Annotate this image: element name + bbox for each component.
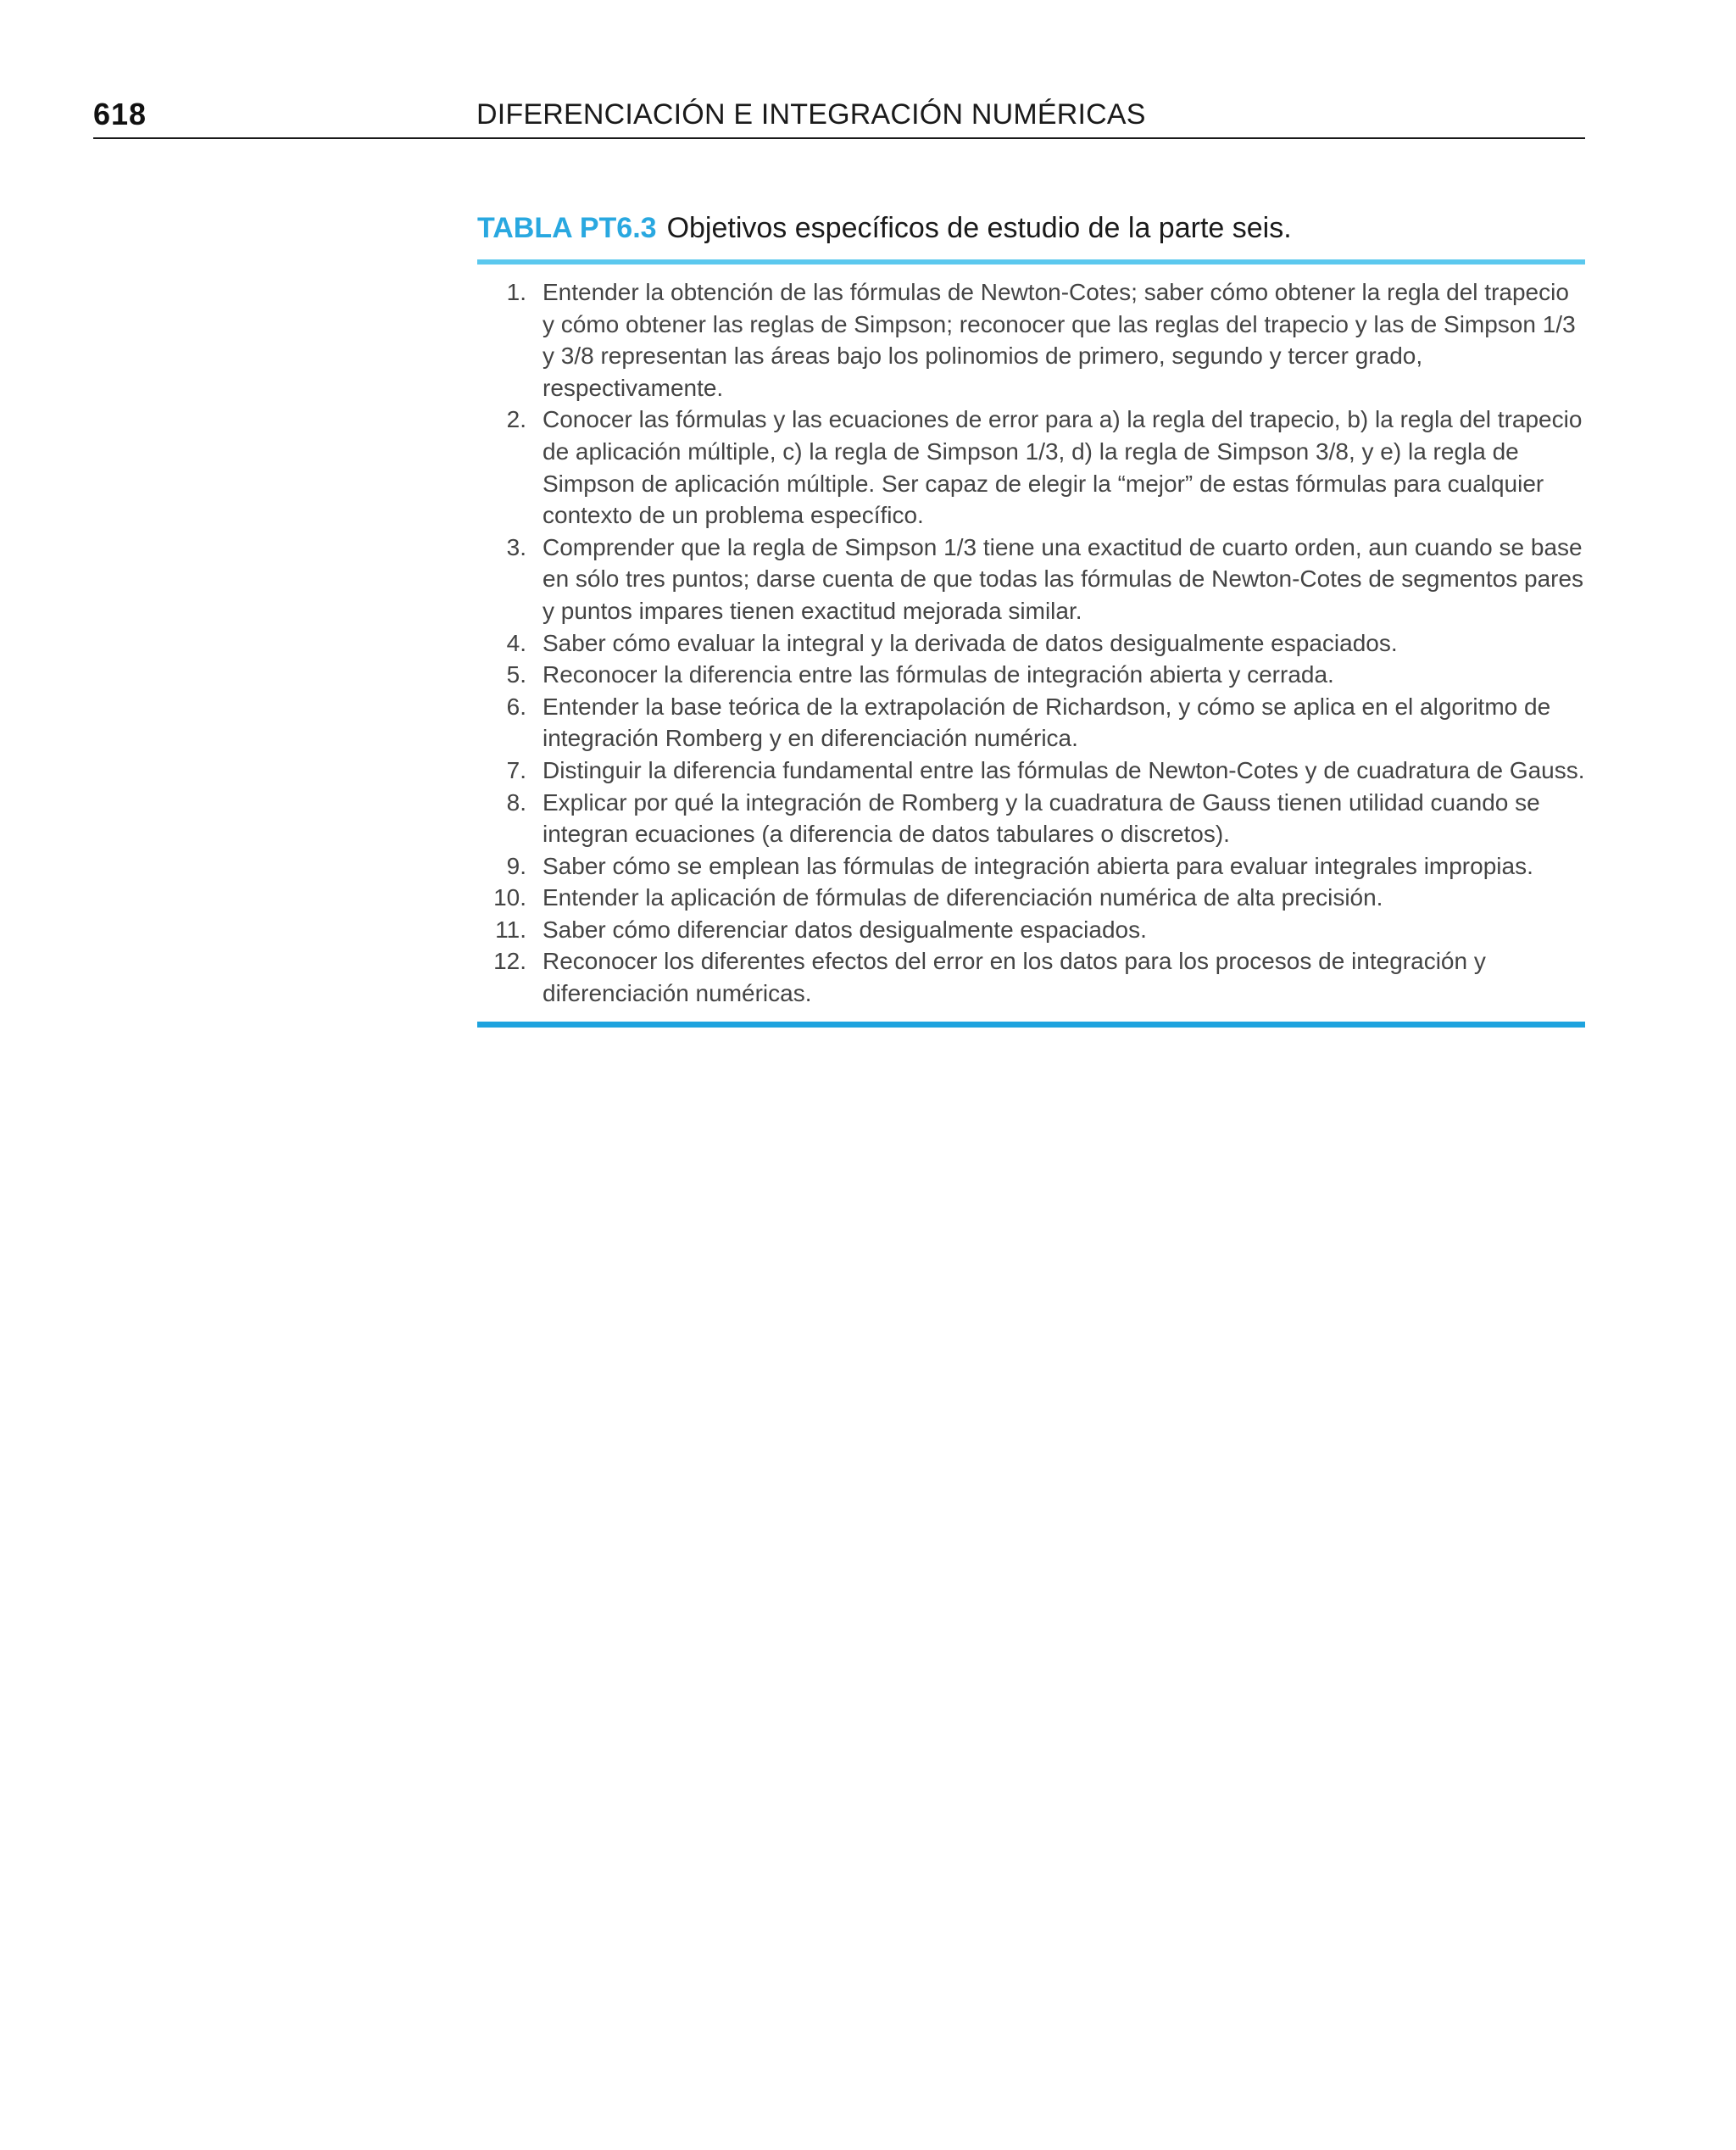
list-item [477, 882, 1585, 914]
list-item [477, 691, 1585, 755]
list-item [477, 850, 1585, 883]
list-item [477, 659, 1585, 691]
item-text: Entender la base teórica de la extrapolación de Richardson, y cómo se aplica en el algoritmo de integración Romberg y en diferenciación numérica. [542, 693, 1551, 752]
list-item [477, 532, 1585, 627]
item-text: Explicar por qué la integración de Romberg y la cuadratura de Gauss tienen utilidad cuando se integran ecuaciones (a diferencia de datos tabulares o discretos). [542, 788, 1540, 848]
objective-list [477, 276, 1585, 1010]
item-number: 8. [506, 788, 526, 816]
item-text: Reconocer los diferentes efectos del error en los datos para los procesos de integración y diferenciación numéricas. [542, 948, 1486, 1007]
table-label: TABLA PT6.3 [477, 212, 657, 244]
item-number: 5. [506, 661, 526, 688]
item-number: 3. [506, 533, 526, 560]
running-title: DIFERENCIACIÓN E INTEGRACIÓN NUMÉRICAS [476, 98, 1146, 131]
item-number: 12. [493, 948, 526, 975]
item-number: 4. [506, 629, 526, 656]
objectives-table [477, 212, 1585, 1028]
table-caption-text: Objetivos específicos de estudio de la parte seis. [666, 212, 1292, 244]
list-item [477, 755, 1585, 787]
item-number: 2. [506, 406, 526, 433]
list-item [477, 404, 1585, 531]
item-text: Reconocer la diferencia entre las fórmulas de integración abierta y cerrada. [542, 661, 1334, 688]
item-text: Saber cómo diferenciar datos desigualmente espaciados. [542, 916, 1147, 943]
table-caption [477, 212, 1585, 258]
item-text: Entender la obtención de las fórmulas de Newton-Cotes; saber cómo obtener la regla del trapecio y cómo obtener las reglas de Simpson; reconocer que las reglas del trapecio y las de Simpson 1/3 y 3/8 representan las áreas bajo los polinomios de primero, segundo y tercer grado, respectivamente. [542, 279, 1576, 401]
list-item [477, 945, 1585, 1009]
item-number: 11. [495, 916, 526, 943]
item-text: Saber cómo se emplean las fórmulas de integración abierta para evaluar integrales impropias. [542, 852, 1533, 879]
item-number: 6. [506, 693, 526, 720]
item-text: Entender la aplicación de fórmulas de diferenciación numérica de alta precisión. [542, 884, 1383, 911]
item-text: Comprender que la regla de Simpson 1/3 tiene una exactitud de cuarto orden, aun cuando se base en sólo tres puntos; darse cuenta de que todas las fórmulas de Newton-Cotes de segmentos pares y puntos impares tienen exactitud mejorada similar. [542, 533, 1584, 624]
list-item [477, 276, 1585, 404]
item-number: 9. [506, 852, 526, 879]
item-text: Saber cómo evaluar la integral y la derivada de datos desigualmente espaciados. [542, 629, 1398, 656]
page-header [93, 93, 1585, 139]
table-top-rule [477, 259, 1585, 265]
item-number: 10. [493, 884, 526, 911]
table-bottom-rule [477, 1022, 1585, 1028]
item-text: Distinguir la diferencia fundamental entre las fórmulas de Newton-Cotes y de cuadratura de Gauss. [542, 756, 1585, 783]
item-text: Conocer las fórmulas y las ecuaciones de error para a) la regla del trapecio, b) la regla del trapecio de aplicación múltiple, c) la regla de Simpson 1/3, d) la regla de Simpson 3/8, y e) la regla de Simpson de aplicación múltiple. Ser capaz de elegir la “mejor” de estas fórmulas para cualquier contexto de un problema específico. [542, 406, 1583, 529]
item-number: 1. [506, 279, 526, 305]
list-item [477, 787, 1585, 850]
list-item [477, 627, 1585, 660]
list-item [477, 914, 1585, 946]
item-number: 7. [506, 756, 526, 783]
page-number: 618 [93, 97, 147, 131]
